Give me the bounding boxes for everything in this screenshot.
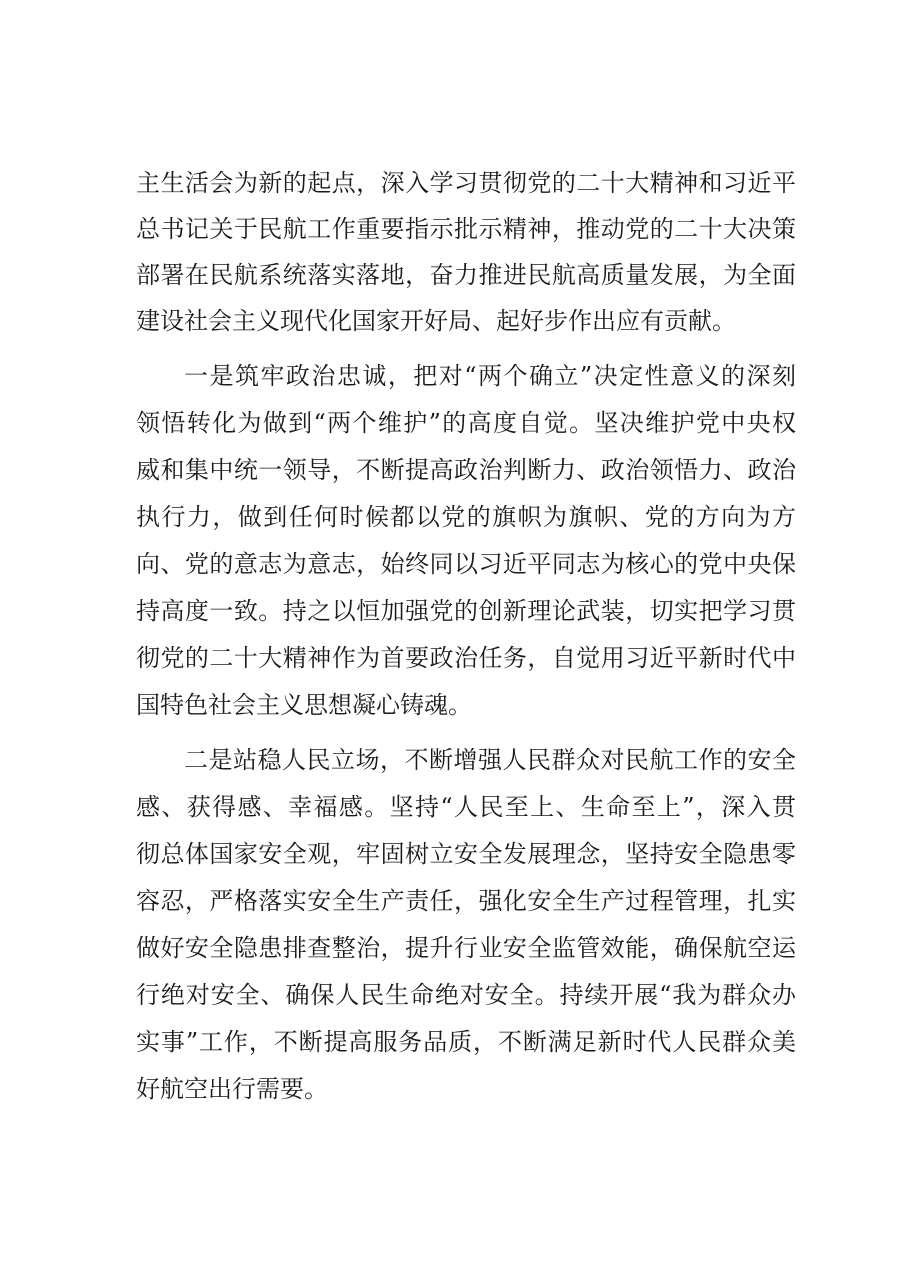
paragraph-3-line-3: 彻总体国家安全观，牢固树立安全发展理念，坚持安全隐患零 [136, 840, 796, 868]
paragraph-3-line-1: 二是站稳人民立场，不断增强人民群众对民航工作的安全 [184, 746, 796, 774]
paragraph-3-line-8: 好航空出行需要。 [136, 1075, 328, 1103]
paragraph-2-line-1: 一是筑牢政治忠诚，把对“两个确立”决定性意义的深刻 [184, 362, 796, 390]
paragraph-3-line-7: 实事”工作，不断提高服务品质，不断满足新时代人民群众美 [136, 1028, 796, 1056]
paragraph-1-line-4: 建设社会主义现代化国家开好局、起好步作出应有贡献。 [136, 307, 736, 335]
paragraph-2-line-4: 执行力，做到任何时候都以党的旗帜为旗帜、党的方向为方 [136, 503, 796, 531]
paragraph-2-line-2: 领悟转化为做到“两个维护”的高度自觉。坚决维护党中央权 [136, 409, 796, 437]
paragraph-2-line-8: 国特色社会主义思想凝心铸魂。 [136, 691, 472, 719]
paragraph-2-line-6: 持高度一致。持之以恒加强党的创新理论武装，切实把学习贯 [136, 597, 796, 625]
paragraph-3-line-2: 感、获得感、幸福感。坚持“人民至上、生命至上”，深入贯 [136, 793, 796, 821]
paragraph-3-line-6: 行绝对安全、确保人民生命绝对安全。持续开展“我为群众办 [136, 981, 796, 1009]
paragraph-2-line-5: 向、党的意志为意志，始终同以习近平同志为核心的党中央保 [136, 550, 796, 578]
paragraph-3-line-4: 容忍，严格落实安全生产责任，强化安全生产过程管理，扎实 [136, 887, 796, 915]
paragraph-2-line-3: 威和集中统一领导，不断提高政治判断力、政治领悟力、政治 [136, 456, 796, 484]
paragraph-3-line-5: 做好安全隐患排查整治，提升行业安全监管效能，确保航空运 [136, 934, 796, 962]
paragraph-1-line-2: 总书记关于民航工作重要指示批示精神，推动党的二十大决策 [136, 215, 796, 243]
paragraph-1-line-3: 部署在民航系统落实落地，奋力推进民航高质量发展，为全面 [136, 261, 796, 289]
paragraph-1-line-1: 主生活会为新的起点，深入学习贯彻党的二十大精神和习近平 [136, 169, 796, 197]
paragraph-2-line-7: 彻党的二十大精神作为首要政治任务，自觉用习近平新时代中 [136, 644, 796, 672]
